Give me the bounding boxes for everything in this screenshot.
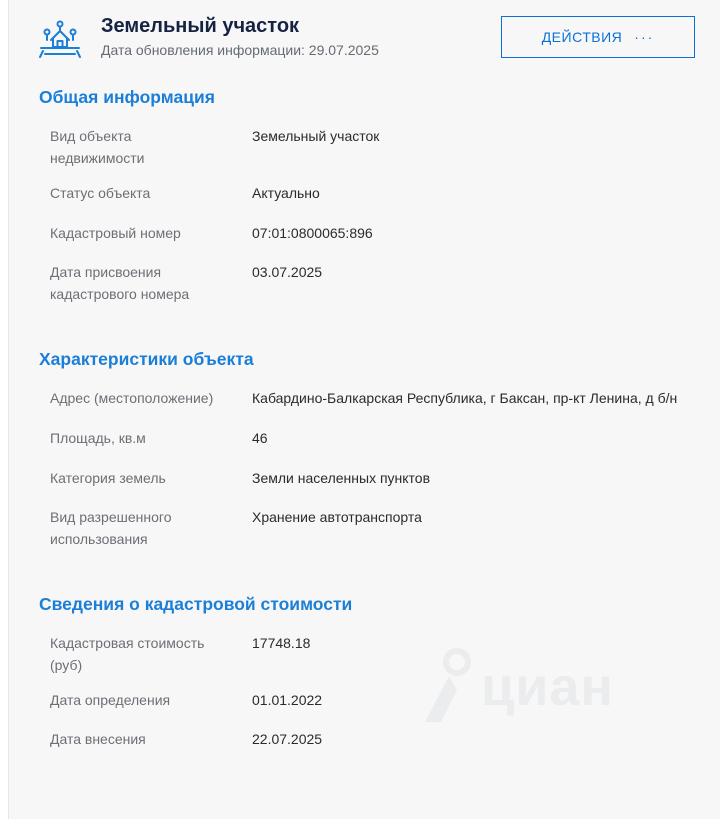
watermark-text: циан: [481, 657, 615, 717]
update-date: Дата обновления информации: 29.07.2025: [101, 42, 379, 58]
row-value: Земли населенных пунктов: [252, 470, 431, 486]
row-value: Актуально: [252, 185, 320, 201]
actions-button[interactable]: [501, 16, 695, 58]
row-label: Кадастровый номер: [50, 225, 181, 241]
row-label: Кадастровая стоимость (руб): [50, 635, 205, 673]
row-value: 07:01:0800065:896: [252, 225, 373, 241]
row-label: Статус объекта: [50, 185, 151, 201]
section-title-characteristics: Характеристики объекта: [39, 349, 254, 369]
land-plot-card: [8, 0, 720, 819]
row-label: Дата определения: [50, 692, 171, 708]
land-plot-icon: [39, 20, 81, 58]
row-label: Категория земель: [50, 470, 166, 486]
row-value: 01.01.2022: [252, 692, 323, 708]
row-label: Дата внесения: [50, 731, 146, 747]
row-value: Хранение автотранспорта: [252, 509, 422, 525]
row-label: Адрес (местоположение): [50, 390, 214, 406]
row-value: 17748.18: [252, 635, 311, 651]
more-dots-icon: ···: [634, 29, 655, 45]
row-label: Дата присвоения кадастрового номера: [50, 264, 190, 302]
row-value: 46: [252, 430, 268, 446]
row-value: Земельный участок: [252, 128, 380, 144]
card-header: [9, 0, 720, 80]
row-label: Площадь, кв.м: [50, 430, 146, 446]
row-label: Вид объекта недвижимости: [50, 128, 145, 166]
row-value: 22.07.2025: [252, 731, 323, 747]
row-label: Вид разрешенного использования: [50, 509, 172, 547]
row-value: Кабардино-Балкарская Республика, г Баксан, пр-кт Ленина, д б/н: [252, 390, 678, 406]
actions-label: ДЕЙСТВИЯ: [541, 29, 623, 45]
section-title-general: Общая информация: [39, 87, 215, 107]
section-title-cadastral-value: Сведения о кадастровой стоимости: [39, 594, 353, 614]
row-value: 03.07.2025: [252, 264, 323, 280]
page-title: Земельный участок: [101, 15, 300, 37]
